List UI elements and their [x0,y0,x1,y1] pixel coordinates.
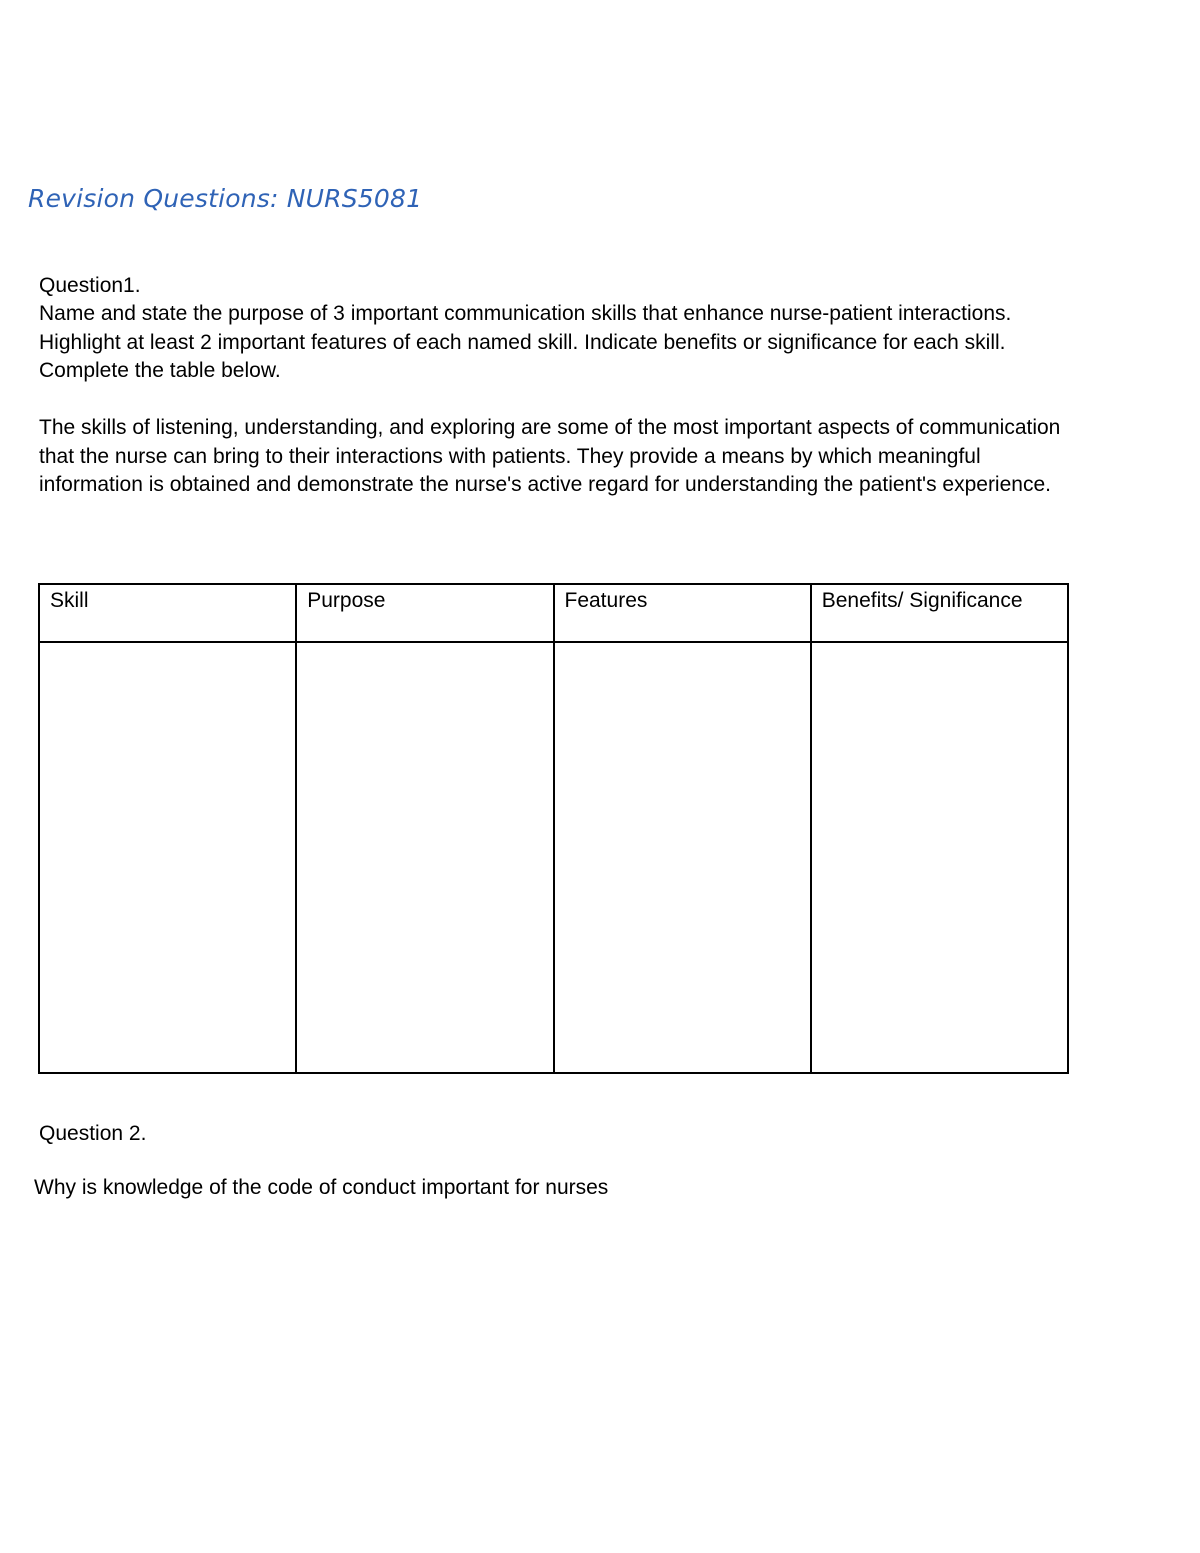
column-header-purpose [296,584,553,642]
question-1-prompt: Name and state the purpose of 3 important communication skills that enhance nurse-patient interactions. Highlight at least 2 important features of each named skill. Indicate benefits or significance for each skill. Complete the table below. [39,302,1012,382]
question-2-prompt: Why is knowledge of the code of conduct important for nurses [34,1176,609,1199]
table-cell-features[interactable] [554,642,811,1073]
skills-table [38,583,1069,1074]
column-header-label: Skill [50,589,89,612]
table-header-row [39,584,1068,642]
column-header-label: Purpose [307,589,386,612]
column-header-benefits [811,584,1068,642]
table-row [39,642,1068,1073]
question-2-heading: Question 2. [39,1122,147,1145]
column-header-label: Features [564,589,648,612]
document-title: Revision Questions: NURS5081 [28,184,423,213]
column-header-features [554,584,811,642]
table-cell-purpose[interactable] [296,642,553,1073]
column-header-label: Benefits/ Significance [821,589,1023,612]
question-1-intro-paragraph: The skills of listening, understanding, and exploring are some of the most important aspects of communication that the nurse can bring to their interactions with patients. They provide a means by which meaningful information is obtained and demonstrate the nurse's active regard for understanding the patient's experience. [39,416,1061,496]
question-1-heading: Question1. [39,274,141,297]
column-header-skill [39,584,296,642]
table-cell-benefits[interactable] [811,642,1068,1073]
table-cell-skill[interactable] [39,642,296,1073]
